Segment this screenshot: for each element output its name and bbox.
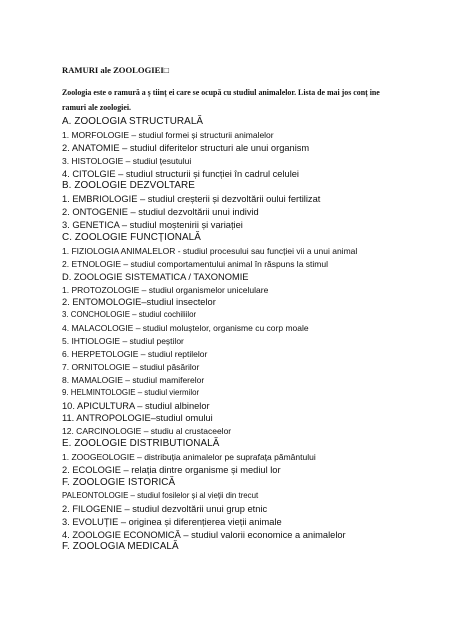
section-heading: F. ZOOLOGIE ISTORICĂ xyxy=(62,476,176,488)
list-item: 12. CARCINOLOGIE – studiu al crustaceelor xyxy=(62,426,232,437)
intro-paragraph-line-2: ramuri ale zoologiei. xyxy=(62,103,132,112)
list-item: 7. ORNITOLOGIE – studiul păsărilor xyxy=(62,361,200,372)
list-item: 1. ZOOGEOLOGIE – distribuția animalelor pe suprafața pământului xyxy=(62,452,316,463)
list-item: 4. CITOLGIE – studiul structurii și funcției în cadrul celulei xyxy=(62,168,299,179)
list-item: 3. HISTOLOGIE – studiul țesutului xyxy=(62,155,192,166)
list-item: 1. MORFOLOGIE – studiul formei și structurii animalelor xyxy=(62,129,274,140)
list-item: 2. ETNOLOGIE – studiul comportamentului animal în răspuns la stimul xyxy=(62,258,328,269)
list-item: D. ZOOLOGIE SISTEMATICA / TAXONOMIE xyxy=(62,271,249,282)
list-item: 1. EMBRIOLOGIE – studiul creșterii și dezvoltării oului fertilizat xyxy=(62,194,321,205)
list-item: 3. CONCHOLOGIE – studiul cochiliilor xyxy=(62,310,197,320)
list-item: 3. GENETICA – studiul moștenirii și variației xyxy=(62,220,243,231)
list-item: 5. IHTIOLOGIE – studiul peștilor xyxy=(62,336,184,347)
list-item: 2. ECOLOGIE – relația dintre organisme și mediul lor xyxy=(62,465,281,476)
list-item: 2. ANATOMIE – studiul diferitelor structuri ale unui organism xyxy=(62,142,310,153)
section-heading: C. ZOOLOGIE FUNCȚIONALĂ xyxy=(62,232,201,244)
section-heading: E. ZOOLOGIE DISTRIBUTIONALĂ xyxy=(62,438,220,450)
list-item: 2. FILOGENIE – studiul dezvoltării unui grup etnic xyxy=(62,503,268,514)
list-item: 8. MAMALOGIE – studiul mamiferelor xyxy=(62,374,205,385)
section-heading: F. ZOOLOGIA MEDICALĂ xyxy=(62,541,179,553)
list-item: 3. EVOLUȚIE – originea și diferențierea vieții animale xyxy=(62,516,282,527)
section-heading: B. ZOOLOGIE DEZVOLTARE xyxy=(62,180,195,192)
list-item: 1. FIZIOLOGIA ANIMALELOR - studiul procesului sau funcției vii a unui animal xyxy=(62,245,358,256)
branch-list xyxy=(62,116,357,554)
list-item: 4. ZOOLOGIE ECONOMICĂ – studiul valorii economice a animalelor xyxy=(62,529,346,540)
section-heading: A. ZOOLOGIA STRUCTURALĂ xyxy=(62,116,204,127)
list-item: 10. APICULTURA – studiul albinelor xyxy=(62,400,210,411)
list-item: 4. MALACOLOGIE – studiul moluștelor, organisme cu corp moale xyxy=(62,323,309,334)
list-item: 2. ONTOGENIE – studiul dezvoltării unui individ xyxy=(62,207,259,218)
list-item: PALEONTOLOGIE – studiul fosilelor și al vieții din trecut xyxy=(62,490,259,500)
list-item: 6. HERPETOLOGIE – studiul reptilelor xyxy=(62,349,208,360)
list-item: 11. ANTROPOLOGIE–studiul omului xyxy=(62,413,213,424)
list-item: 1. PROTOZOLOGIE – studiul organismelor unicelulare xyxy=(62,284,269,295)
document-title: RAMURI ale ZOOLOGIEI□ xyxy=(62,65,169,75)
intro-paragraph-line-1: Zoologia este o ramură a ș tiinț ei care se ocupă cu studiul animalelor. Lista de mai jos conț ine xyxy=(62,88,380,97)
list-item: 9. HELMINTOLOGIE – studiul viermilor xyxy=(62,387,200,397)
list-item: 2. ENTOMOLOGIE–studiul insectelor xyxy=(62,297,216,308)
